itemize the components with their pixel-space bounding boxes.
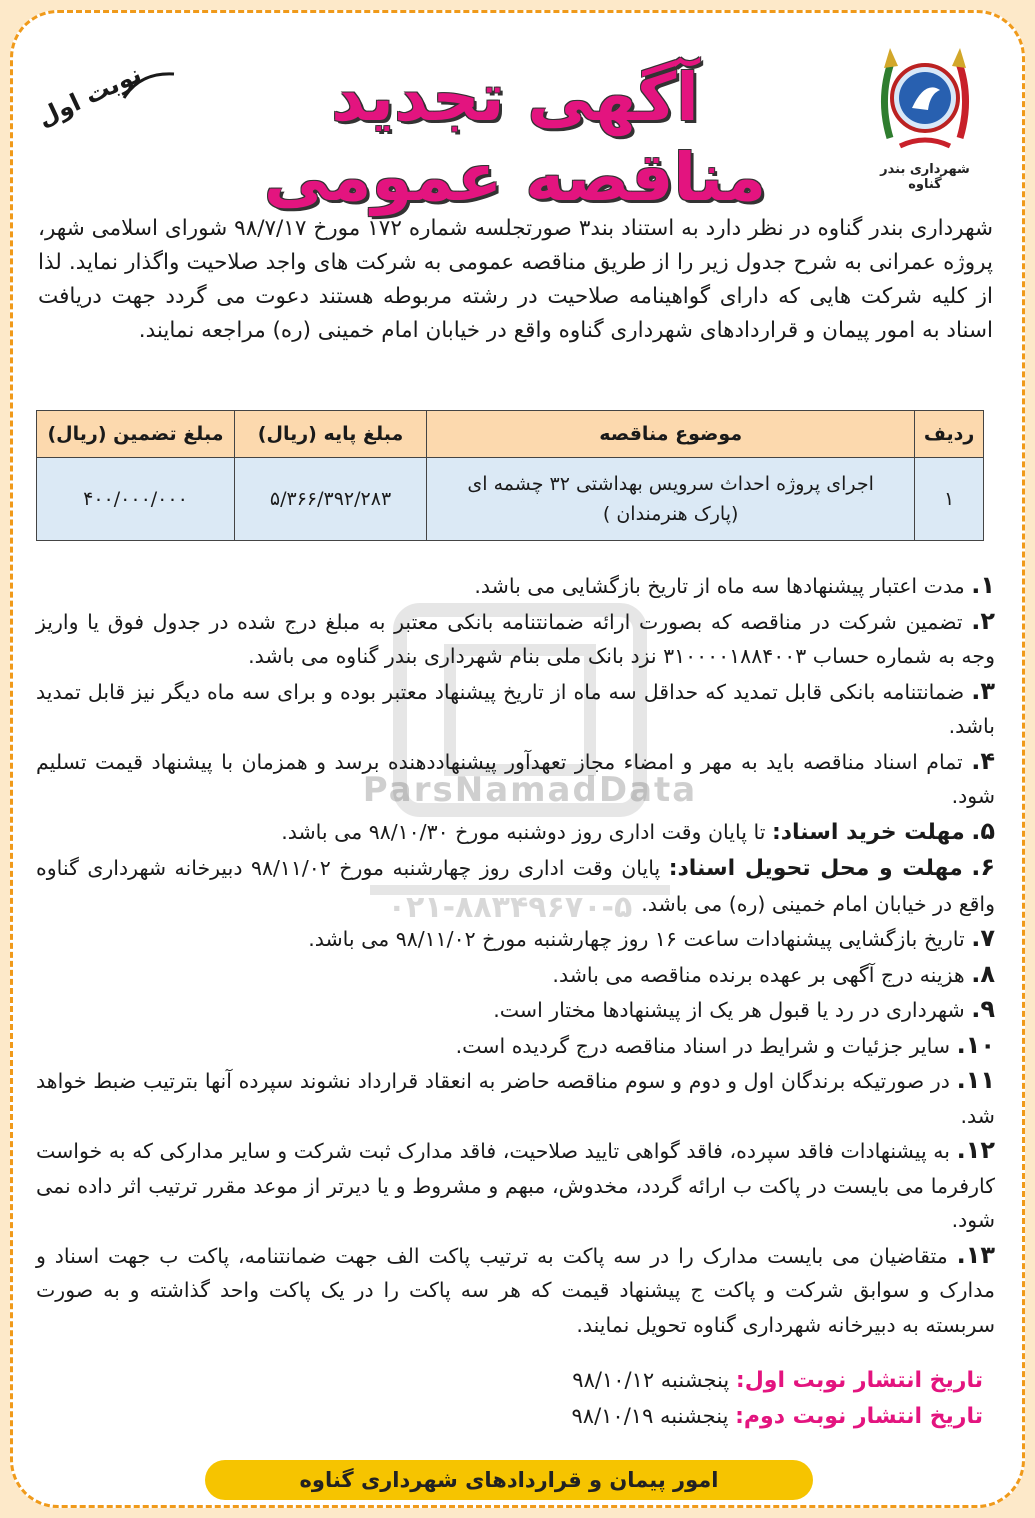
publication-first-label: تاریخ انتشار نوبت اول:	[735, 1368, 983, 1393]
item-number: ۱۱.	[956, 1066, 995, 1094]
publication-first-value: پنجشنبه ۹۸/۱۰/۱۲	[572, 1368, 730, 1392]
publication-second	[572, 1404, 983, 1429]
footer-banner: امور پیمان و قراردادهای شهرداری گناوه	[205, 1460, 813, 1500]
conditions-list	[36, 568, 995, 1342]
header-guarantee-amount: مبلغ تضمین (ریال)	[37, 411, 235, 458]
cell-guarantee-amount: ۴۰۰/۰۰۰/۰۰۰	[37, 458, 235, 541]
list-item	[36, 1238, 995, 1343]
list-item	[36, 1028, 995, 1064]
item-number: ۹.	[971, 995, 995, 1023]
watermark-phone: ۰۲۱-۸۸۳۴۹۶۷۰-۵	[387, 890, 633, 925]
list-item	[36, 604, 995, 674]
subject-line-2: (پارک هنرمندان )	[602, 503, 739, 525]
list-item	[36, 1133, 995, 1238]
list-item	[36, 568, 995, 604]
list-item	[36, 1063, 995, 1133]
item-lead: مهلت و محل تحویل اسناد:	[668, 856, 963, 881]
emblem-icon	[870, 38, 980, 158]
item-text: در صورتیکه برندگان اول و دوم و سوم مناقصه حاضر به انعقاد قرارداد نشوند سپرده آنها بترتیب ضبط خواهد شد.	[36, 1069, 995, 1128]
item-text: تمام اسناد مناقصه باید به مهر و امضاء مجاز تعهدآور پیشنهاددهنده برسد و همزمان با پیشنهاد قیمت تسلیم شود.	[36, 749, 995, 808]
publication-second-label: تاریخ انتشار نوبت دوم:	[735, 1404, 983, 1429]
watermark-brand: ParsNamadData	[362, 770, 698, 810]
list-item	[36, 921, 995, 957]
round-stamp: نوبت اول	[33, 59, 146, 133]
item-text: سایر جزئیات و شرایط در اسناد مناقصه درج گردیده است.	[455, 1033, 951, 1058]
item-lead: مهلت خرید اسناد:	[771, 819, 965, 845]
cell-subject	[427, 458, 915, 541]
publication-second-value: پنجشنبه ۹۸/۱۰/۱۹	[571, 1404, 729, 1428]
item-number: ۶.	[971, 853, 995, 881]
intro-paragraph: شهرداری بندر گناوه در نظر دارد به استناد بند۳ صورتجلسه شماره ۱۷۲ مورخ ۹۸/۷/۱۷ شورای اسلامی شهر، پروژه عمرانی به شرح جدول زیر را از طریق مناقصه عمومی به شرکت های واجد صلاحیت واگذار نماید. لذا از کلیه شرکت هایی که دارای گواهینامه صلاحیت در رشته مربوطه هستند دعوت می گردد جهت دریافت اسناد به امور پیمان و قراردادهای شهرداری گناوه واقع در خیابان امام خمینی (ره) مراجعه نمایند.	[38, 216, 993, 343]
header-base-amount: مبلغ پایه (ریال)	[234, 411, 426, 458]
list-item	[36, 814, 995, 851]
item-number: ۴.	[971, 746, 995, 775]
list-item	[36, 992, 995, 1028]
item-text: متقاضیان می بایست مدارک را در سه پاکت به ترتیب پاکت الف جهت ضمانتنامه، پاکت ب جهت اسناد و مدارک و سوابق شرکت و پاکت ج پیشنهاد قیمت که هر سه پاکت را در یک پاکت واحد گذاشته و به صورت سربسته به دبیرخانه شهرداری گناوه تحویل نمایند.	[36, 1243, 995, 1337]
item-number: ۳.	[971, 676, 995, 705]
list-item	[36, 744, 995, 814]
table-header-row	[37, 411, 984, 458]
logo-caption: شهرداری بندر گناوه	[880, 162, 970, 192]
header-row-number: ردیف	[915, 411, 984, 458]
item-text: تا پایان وقت اداری روز دوشنبه مورخ ۹۸/۱۰/۳۰ می باشد.	[281, 819, 766, 844]
item-text: هزینه درج آگهی بر عهده برنده مناقصه می باشد.	[552, 962, 965, 987]
item-number: ۱۲.	[956, 1136, 995, 1164]
item-number: ۱.	[971, 571, 995, 599]
municipality-logo	[865, 38, 985, 192]
item-number: ۱۰.	[956, 1030, 995, 1059]
item-text: ضمانتنامه بانکی قابل تمدید که حداقل سه ماه از تاریخ پیشنهاد معتبر بوده و برای سه ماه دیگر نیز قابل تمدید باشد.	[36, 679, 995, 738]
cell-row-number: ۱	[915, 458, 984, 541]
item-text: شهرداری در رد یا قبول هر یک از پیشنهادها مختار است.	[493, 998, 965, 1022]
item-number: ۷.	[971, 924, 995, 952]
item-number: ۵.	[971, 816, 995, 845]
item-text: تضمین شرکت در مناقصه که بصورت ارائه ضمانتنامه بانکی معتبر به مبلغ درج شده در جدول فوق یا واریز وجه به شماره حساب ۳۱۰۰۰۰۱۸۸۴۰۰۳ نزد بانک ملی بنام شهرداری بندر گناوه می باشد.	[36, 609, 995, 668]
notice-title: آگهی تجدید مناقصه عمومی	[263, 59, 767, 216]
item-number: ۱۳.	[956, 1240, 995, 1269]
item-text: پایان وقت اداری روز چهارشنبه مورخ ۹۸/۱۱/۰۲ دبیرخانه شهرداری گناوه واقع در خیابان امام خمینی (ره) می باشد.	[36, 856, 995, 916]
tender-table	[36, 410, 984, 541]
item-number: ۸.	[971, 959, 995, 988]
item-text: به پیشنهادات فاقد سپرده، فاقد گواهی تایید صلاحیت، فاقد مدارک ثبت شرکت و سایر مدارکی که به خواست کارفرما می بایست در پاکت ب ارائه گردد، مخدوش، مبهم و مشروط و یا دیرتر از موعد مقرر ترتیب اثر داده نمی شود.	[36, 1139, 995, 1232]
item-number: ۲.	[971, 606, 995, 635]
publication-first	[572, 1368, 983, 1393]
header-subject: موضوع مناقصه	[427, 411, 915, 458]
list-item	[36, 957, 995, 993]
item-text: تاریخ بازگشایی پیشنهادات ساعت ۱۶ روز چهارشنبه مورخ ۹۸/۱۱/۰۲ می باشد.	[308, 927, 965, 951]
list-item	[36, 674, 995, 744]
list-item	[36, 850, 995, 921]
item-text: مدت اعتبار پیشنهادها سه ماه از تاریخ بازگشایی می باشد.	[474, 574, 965, 598]
subject-line-1: اجرای پروژه احداث سرویس بهداشتی ۳۲ چشمه ای	[467, 473, 874, 495]
cell-base-amount: ۵/۳۶۶/۳۹۲/۲۸۳	[234, 458, 426, 541]
table-row	[37, 458, 984, 541]
